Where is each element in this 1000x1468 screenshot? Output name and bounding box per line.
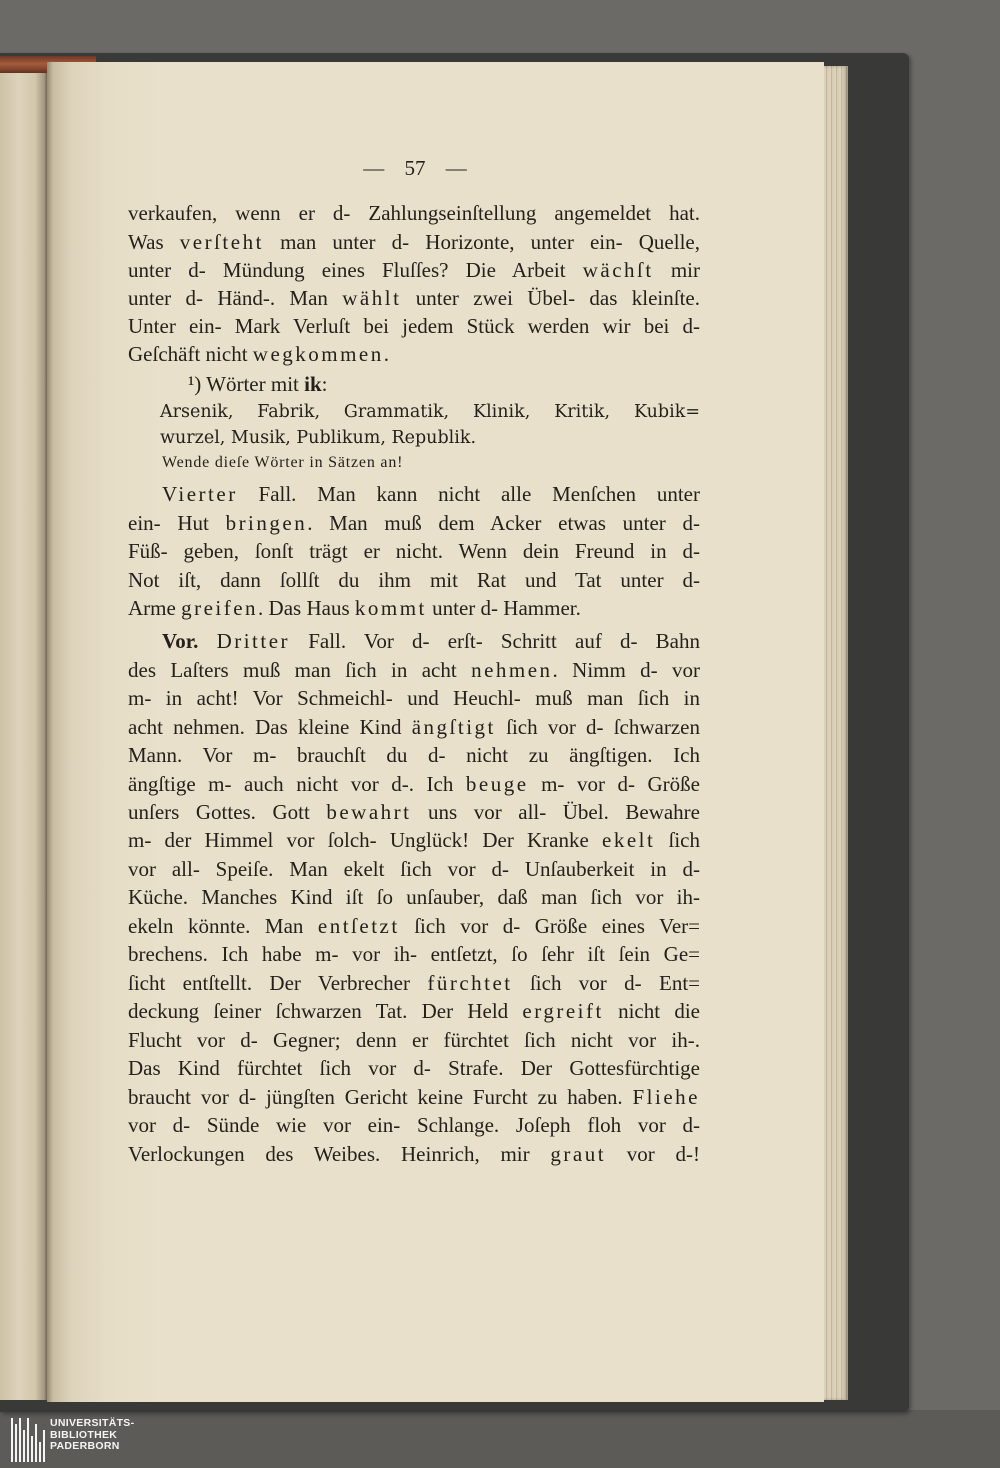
spaced-word: graut bbox=[550, 1142, 607, 1166]
text-line bbox=[128, 1054, 700, 1082]
text-segment: Flucht vor d- Gegner; denn er fürchtet ſich nicht vor ih-. bbox=[128, 1028, 700, 1052]
scan-bottom-band bbox=[0, 1410, 1000, 1468]
library-logo bbox=[50, 1418, 134, 1453]
spaced-word: nehmen bbox=[471, 658, 553, 682]
text-segment: brechens. Ich habe m- vor ih- entſetzt, ſo ſehr iſt ſein Ge= bbox=[128, 942, 700, 966]
text-segment: Arsenik, Fabrik, Grammatik, Klinik, Kritik, Kubik= bbox=[160, 402, 700, 422]
text-segment: Unter ein- Mark Verluſt bei jedem Stück werden wir bei d- bbox=[128, 314, 700, 338]
text-segment: ängſtige m- auch nicht vor d-. Ich bbox=[128, 772, 466, 796]
text-segment: Geſchäft nicht bbox=[128, 342, 253, 366]
text-segment: Küche. Manches Kind iſt ſo unſauber, daß man ſich vor ih- bbox=[128, 885, 700, 909]
spaced-word: wählt bbox=[342, 286, 402, 310]
library-logo-mark-icon bbox=[10, 1416, 46, 1464]
page-edges bbox=[824, 66, 848, 1400]
text-segment: . Das Haus bbox=[258, 596, 355, 620]
text-segment: ekeln könnte. Man bbox=[128, 914, 318, 938]
text-segment: Das Kind fürchtet ſich vor d- Strafe. Der Gottesfürchtige bbox=[128, 1056, 700, 1080]
text-segment: Verlockungen des Weibes. Heinrich, mir bbox=[128, 1142, 551, 1166]
text-line bbox=[128, 537, 700, 565]
text-line bbox=[128, 713, 700, 741]
spaced-word: bringen bbox=[225, 511, 308, 535]
text-segment: Not iſt, dann ſollſt du ihm mit Rat und Tat unter d- bbox=[128, 568, 700, 592]
text-segment: verkaufen, wenn er d- Zahlungseinſtellung angemeldet hat. bbox=[128, 201, 700, 225]
spaced-word: wegkommen bbox=[252, 342, 384, 366]
text-segment: mir bbox=[653, 258, 700, 282]
text-segment: Mann. Vor m- brauchſt du d- nicht zu ängſtigen. Ich bbox=[128, 743, 700, 767]
spaced-word: wächſt bbox=[582, 258, 654, 282]
bold-word: Vor. bbox=[162, 629, 217, 653]
text-segment: des Laſters muß man ſich in acht bbox=[128, 658, 472, 682]
text-line bbox=[128, 228, 700, 256]
text-line bbox=[128, 826, 700, 854]
text-line bbox=[128, 770, 700, 798]
text-line bbox=[128, 741, 700, 769]
logo-text-line: UNIVERSITÄTS- bbox=[50, 1417, 135, 1429]
text-segment: vor d- Sünde wie vor ein- Schlange. Joſeph floh vor d- bbox=[128, 1113, 700, 1137]
text-segment: m- in acht! Vor Schmeichl- und Heuchl- muß man ſich in bbox=[128, 686, 700, 710]
text-segment: wurzel, Musik, Publikum, Republik. bbox=[160, 428, 477, 448]
text-segment: man unter d- Horizonte, unter ein- Quelle, bbox=[263, 230, 700, 254]
text-line bbox=[128, 940, 700, 968]
text-segment: ſich bbox=[655, 828, 700, 852]
text-segment: unter d- Hammer. bbox=[426, 596, 581, 620]
text-line bbox=[162, 627, 700, 655]
footnote-line bbox=[160, 424, 700, 452]
spaced-word: Dritter bbox=[216, 629, 291, 653]
spaced-word: ergreift bbox=[522, 999, 604, 1023]
spaced-word: greifen bbox=[181, 596, 259, 620]
spaced-word: fürchtet bbox=[427, 971, 513, 995]
text-segment: uns vor all- Übel. Bewahre bbox=[411, 800, 700, 824]
text-segment: vor d-! bbox=[606, 1142, 700, 1166]
text-segment: unter d- Händ-. Man bbox=[128, 286, 343, 310]
text-line bbox=[128, 1111, 700, 1139]
spaced-word: entſetzt bbox=[317, 914, 400, 938]
text-line bbox=[128, 256, 700, 284]
text-segment: Arme bbox=[128, 596, 182, 620]
text-segment: : bbox=[321, 372, 328, 396]
text-segment: acht nehmen. Das kleine Kind bbox=[128, 715, 412, 739]
left-page bbox=[0, 70, 47, 1400]
spaced-word: Fliehe bbox=[632, 1085, 700, 1109]
text-line bbox=[128, 594, 700, 622]
footnote-line bbox=[160, 398, 700, 426]
text-segment: Wende dieſe Wörter in Sätzen an! bbox=[162, 454, 404, 471]
spaced-word: bewahrt bbox=[326, 800, 412, 824]
logo-text-line: BIBLIOTHEK bbox=[50, 1428, 118, 1441]
spaced-word: ängſtigt bbox=[411, 715, 496, 739]
text-segment: m- vor d- Größe bbox=[528, 772, 700, 796]
spaced-word: beuge bbox=[465, 772, 529, 796]
text-line bbox=[128, 855, 700, 883]
text-segment: Fall. Vor d- erſt- Schritt auf d- Bahn bbox=[290, 629, 700, 653]
text-line bbox=[128, 969, 700, 997]
text-line bbox=[128, 997, 700, 1025]
text-segment: deckung ſeiner ſchwarzen Tat. Der Held bbox=[128, 999, 523, 1023]
text-line bbox=[128, 1026, 700, 1054]
text-segment: braucht vor d- jüngſten Gericht keine Furcht zu haben. bbox=[128, 1085, 633, 1109]
text-line bbox=[128, 312, 700, 340]
spaced-word: ekelt bbox=[602, 828, 656, 852]
text-segment: ſich vor d- Ent= bbox=[512, 971, 700, 995]
text-line bbox=[128, 684, 700, 712]
text-line bbox=[128, 1140, 700, 1168]
text-segment: . Man muß dem Acker etwas unter d- bbox=[307, 511, 700, 535]
text-segment: ein- Hut bbox=[128, 511, 226, 535]
text-segment: ſich vor d- ſchwarzen bbox=[495, 715, 700, 739]
text-line bbox=[128, 656, 700, 684]
text-line bbox=[128, 566, 700, 594]
page-number: — 57 — bbox=[363, 156, 467, 180]
text-segment: unter zwei Übel- das kleinſte. bbox=[401, 286, 700, 310]
footnote-heading bbox=[188, 370, 700, 398]
text-segment: nicht die bbox=[603, 999, 700, 1023]
text-segment: vor all- Speiſe. Man ekelt ſich vor d- Unſauberkeit in d- bbox=[128, 857, 700, 881]
spaced-word: verſteht bbox=[179, 230, 264, 254]
text-segment: ſich vor d- Größe eines Ver= bbox=[399, 914, 700, 938]
text-segment: Was bbox=[128, 230, 180, 254]
text-line bbox=[128, 199, 700, 227]
text-segment: . bbox=[383, 342, 390, 366]
spaced-word: kommt bbox=[354, 596, 427, 620]
text-line bbox=[128, 912, 700, 940]
text-segment: ¹) Wörter mit bbox=[188, 372, 305, 396]
text-line bbox=[128, 509, 700, 537]
spaced-word: Vierter bbox=[162, 482, 238, 506]
text-line bbox=[128, 340, 700, 368]
text-line bbox=[128, 1083, 700, 1111]
text-line bbox=[128, 284, 700, 312]
text-segment: m- der Himmel vor ſolch- Unglück! Der Kranke bbox=[128, 828, 602, 852]
text-line bbox=[128, 798, 700, 826]
bold-word: ik bbox=[304, 372, 322, 396]
text-segment: unſers Gottes. Gott bbox=[128, 800, 327, 824]
text-line bbox=[128, 883, 700, 911]
logo-text-line: PADERBORN bbox=[50, 1440, 120, 1452]
text-segment: Füß- geben, ſonſt trägt er nicht. Wenn dein Freund in d- bbox=[128, 539, 700, 563]
text-segment: unter d- Mündung eines Fluſſes? Die Arbeit bbox=[128, 258, 583, 282]
exercise-instruction bbox=[162, 449, 700, 477]
text-segment: Fall. Man kann nicht alle Menſchen unter bbox=[237, 482, 700, 506]
text-line bbox=[162, 480, 700, 508]
text-segment: ſicht entſtellt. Der Verbrecher bbox=[128, 971, 428, 995]
text-segment: . Nimm d- vor bbox=[552, 658, 701, 682]
